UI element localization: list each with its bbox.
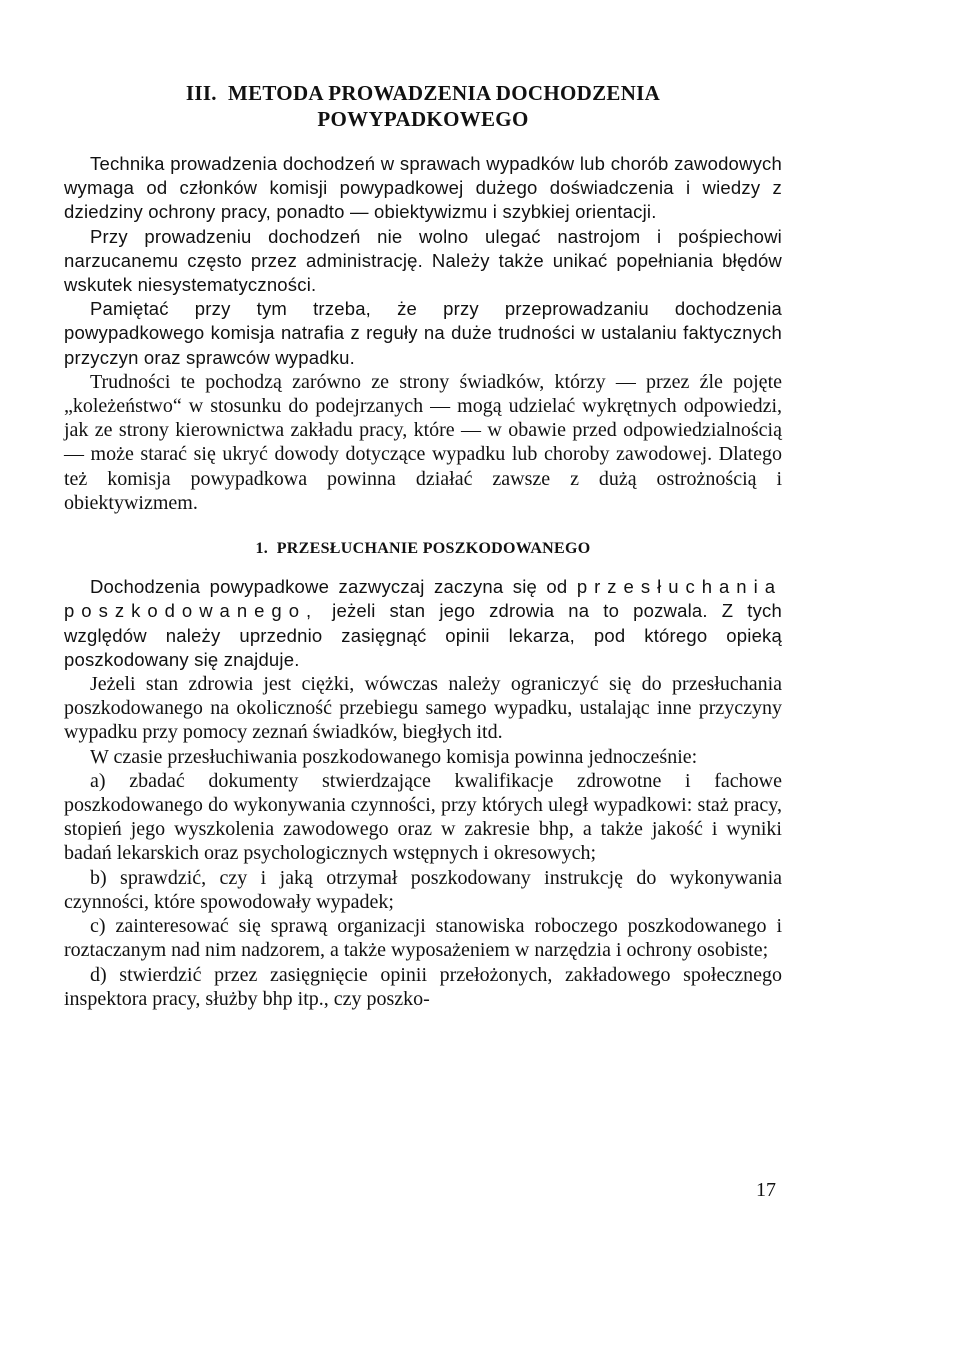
paragraph: Jeżeli stan zdrowia jest ciężki, wówczas należy ograniczyć się do przesłuchania poszkodowanego na okoliczność przebiegu samego wypadku, ustalając inne przyczyny wypadku przy pomocy zeznań świadków, biegłych itd. xyxy=(64,673,782,744)
list-item: a) zbadać dokumenty stwierdzające kwalifikacje zdrowotne i fachowe poszkodowanego do wykonywania czynności, przy których uległ wypadkowi: staż pracy, stopień jego wyszkolenia zawodowego oraz w zakresie bhp, a także jakość i wyniki badań lekarskich oraz psychologicznych wstępnych i okresowych; xyxy=(64,769,782,865)
list-item: b) sprawdzić, czy i jaką otrzymał poszkodowany instrukcję do wykonywania czynności, które spowodowały wypadek; xyxy=(64,866,782,913)
chapter-title-line1: METODA PROWADZENIA DOCHODZENIA xyxy=(227,81,661,105)
section-number: 1. xyxy=(255,540,269,558)
chapter-title xyxy=(64,80,782,132)
list-item: d) stwierdzić przez zasięgnięcie opinii przełożonych, zakładowego społecznego inspektora pracy, służby bhp itp., czy poszko- xyxy=(64,963,782,1010)
chapter-title-line2: POWYPADKOWEGO xyxy=(317,107,529,131)
list-item: c) zainteresować się sprawą organizacji stanowiska roboczego poszkodowanego i roztaczanym nad nim nadzorem, a także wyposażeniem w narzędzia i ochrony osobiste; xyxy=(64,915,782,962)
paragraph: Technika prowadzenia dochodzeń w sprawach wypadków lub chorób zawodowych wymaga od członków komisji powypadkowej dużego doświadczenia i wiedzy z dziedziny ochrony pracy, ponadto — obiektywizmu i szybkiej orientacji. xyxy=(64,153,782,223)
paragraph: Przy prowadzeniu dochodzeń nie wolno ulegać nastrojom i pośpiechowi narzucanemu często przez administrację. Należy także unikać popełniania błędów wskutek niesystematyczności. xyxy=(64,225,782,296)
paragraph: Trudności te pochodzą zarówno ze strony świadków, którzy — przez źle pojęte „koleżeństwo“ w stosunku do podejrzanych — mogą udzielać wykrętnych odpowiedzi, jak ze strony kierownictwa zakładu pracy, które — w obawie przed odpowiedzialnością — może starać się ukryć dowody dotyczące wypadku lub choroby zawodowej. Dlatego też komisja powypadkowa powinna działać zawsze z dużą ostrożnością i obiektywizmem. xyxy=(64,370,782,514)
section-title-text: PRZESŁUCHANIE POSZKODOWANEGO xyxy=(276,540,591,558)
book-page xyxy=(64,80,782,1011)
section-paragraph-intro: Dochodzenia powypadkowe zazwyczaj zaczyna się od przesłuchania poszkodowanego, jeżeli stan jego zdrowia na to pozwala. Z tych względów należy uprzednio zasięgnąć opinii lekarza, pod którego opieką poszkodowany się znajduje. xyxy=(64,576,782,670)
section-title xyxy=(64,537,782,561)
page-number: 17 xyxy=(756,1179,776,1201)
paragraph: W czasie przesłuchiwania poszkodowanego komisja powinna jednocześnie: xyxy=(90,745,698,768)
spaced-emphasis: przesłuchania poszkodowanego, xyxy=(64,576,782,622)
paragraph: Pamiętać przy tym trzeba, że przy przeprowadzaniu dochodzenia powypadkowego komisja natrafia z reguły na duże trudności w ustalaniu faktycznych przyczyn oraz sprawców wypadku. xyxy=(64,298,782,368)
chapter-number: III. xyxy=(185,81,217,105)
